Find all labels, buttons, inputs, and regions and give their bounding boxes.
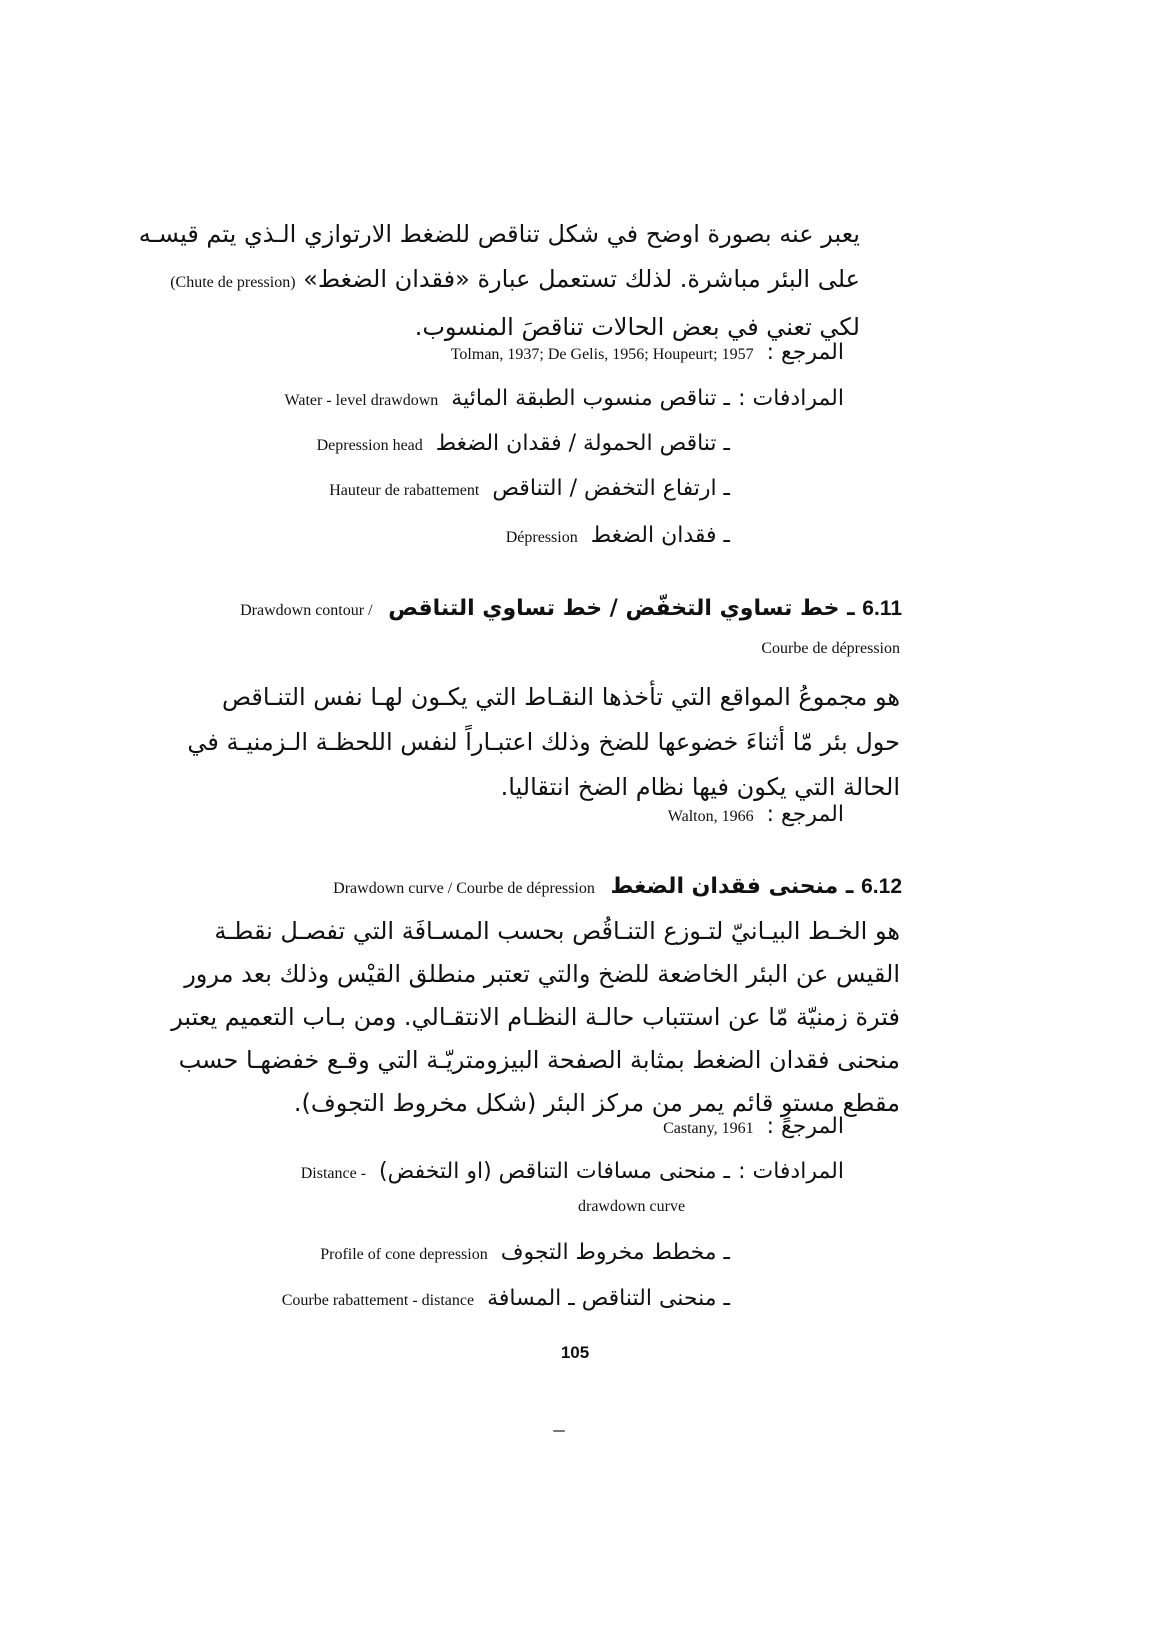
synonym-item — [282, 1284, 730, 1316]
section-number: 6.11 — [862, 597, 902, 620]
intro-line-2 — [170, 257, 860, 305]
intro-line-2-text: على البئر مباشرة. لذلك تستعمل عبارة «فقدان الضغط» — [303, 265, 860, 293]
synonym-item — [301, 1157, 730, 1189]
intro-paragraph — [138, 212, 860, 350]
reference-label: المرجع : — [766, 1114, 844, 1139]
intro-line-1: يعبر عنه بصورة اوضح في شكل تناقص للضغط الارتوازي الـذي يتم قيسـه — [138, 220, 860, 248]
reference-value: Walton, 1966 — [667, 808, 754, 825]
section-6-12-paragraph — [171, 910, 900, 1125]
synonym-latin: Courbe rabattement - distance — [281, 1292, 475, 1309]
reference-label: المرجع : — [766, 340, 844, 365]
synonym-ar: ـ منحنى التناقص ـ المسافة — [487, 1286, 730, 1311]
reference-3 — [663, 1112, 844, 1144]
intro-line-3: لكي تعني في بعض الحالات تناقصَ المنسوب. — [414, 313, 860, 341]
synonym-item — [317, 429, 730, 461]
synonyms-label: المرادفات : — [738, 386, 844, 411]
synonym-latin: Distance - — [300, 1165, 367, 1182]
synonym-item — [320, 1238, 730, 1270]
section-6-11-line: حول بئر مّا أثناءَ خضوعها للضخ وذلك اعتبـاراً لنفس اللحظـة الـزمنيـة في — [187, 728, 900, 756]
synonym-item — [329, 474, 730, 506]
section-6-11-subtitle: Courbe de dépression — [761, 640, 900, 657]
synonym-latin: Dépression — [505, 529, 578, 546]
reference-label: المرجع : — [766, 802, 844, 827]
synonym-ar: ـ ارتفاع التخفض / التناقص — [492, 476, 730, 501]
synonym-latin: Profile of cone depression — [320, 1246, 488, 1263]
section-number: 6.12 — [861, 875, 902, 898]
section-title-ar: ـ خط تساوي التخفّض / خط تساوي التناقص — [388, 596, 855, 621]
section-title-latin: Drawdown contour / — [240, 602, 373, 619]
reference-1 — [451, 338, 844, 370]
synonym-ar: ـ تناقص منسوب الطبقة المائية — [451, 386, 730, 411]
section-6-11-heading — [240, 594, 902, 626]
reference-2 — [668, 800, 844, 832]
section-6-12-line: فترة زمنيّة مّا عن استتباب حالـة النظـام الانتقـالي. ومن بـاب التعميم يعتبر — [171, 1003, 900, 1031]
reference-value: Castany, 1961 — [663, 1120, 754, 1137]
section-6-12-heading — [333, 872, 902, 904]
section-title-latin: Drawdown curve / Courbe de dépression — [333, 880, 595, 897]
synonym-item — [285, 384, 730, 416]
section-6-11-line: الحالة التي يكون فيها نظام الضخ انتقاليا. — [500, 773, 900, 801]
section-6-12-line: منحنى فقدان الضغط بمثابة الصفحة البيزومتريّـة التي وقـع خفضهـا حسب — [178, 1046, 900, 1074]
synonym-latin: Depression head — [316, 437, 423, 454]
synonym-latin: Hauteur de rabattement — [329, 482, 480, 499]
page-number: 105 — [560, 1343, 590, 1362]
scan-speck — [553, 1430, 565, 1432]
section-6-11-paragraph — [187, 675, 900, 810]
intro-line-2-latin: (Chute de pression) — [170, 274, 296, 291]
section-6-11-line: هو مجموعُ المواقع التي تأخذها النقـاط التي يكـون لهـا نفس التنـاقص — [221, 683, 900, 711]
section-6-12-line: هو الخـط البيـانيّ لتـوزع التنـاقُص بحسب المسـافَة التي تفصـل نقطـة — [214, 917, 900, 945]
synonym-latin: Water - level drawdown — [284, 392, 439, 409]
synonym-item — [506, 521, 730, 553]
synonym-ar: ـ مخطط مخروط التجوف — [500, 1240, 730, 1265]
section-6-12-line: القيس عن البئر الخاضعة للضخ والتي تعتبر منطلق القيْس وذلك بعد مرور — [184, 960, 900, 988]
synonyms-label: المرادفات : — [738, 1159, 844, 1184]
section-6-12-line: مقطع مستوٍ قائم يمر من مركز البئر (شكل مخروط التجوف). — [293, 1089, 900, 1117]
synonym-continuation: drawdown curve — [578, 1198, 686, 1215]
reference-value: Tolman, 1937; De Gelis, 1956; Houpeurt; 1957 — [450, 346, 754, 363]
synonym-ar: ـ فقدان الضغط — [590, 523, 730, 548]
synonym-ar: ـ منحنى مسافات التناقص (او التخفض) — [379, 1159, 730, 1184]
section-title-ar: ـ منحنى فقدان الضغط — [610, 874, 854, 899]
synonym-ar: ـ تناقص الحمولة / فقدان الضغط — [435, 431, 730, 456]
